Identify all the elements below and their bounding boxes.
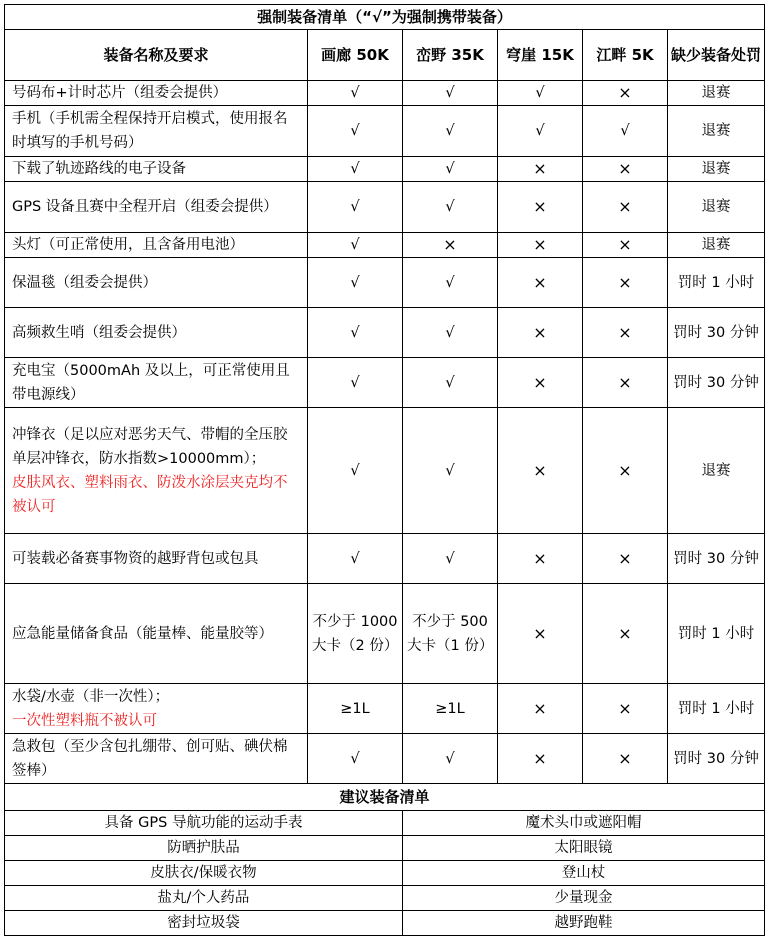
- qiongya-cell: √: [498, 106, 583, 157]
- luanye-cell: √: [403, 308, 498, 358]
- item-name: 号码布+计时芯片（组委会提供）: [5, 81, 308, 106]
- mandatory-title-row: [5, 5, 765, 30]
- penalty-cell: 退赛: [668, 233, 765, 258]
- qiongya-cell: ×: [498, 584, 583, 684]
- penalty-cell: 罚时 30 分钟: [668, 358, 765, 408]
- suggested-item: 皮肤衣/保暖衣物: [5, 861, 403, 886]
- item-name: 下载了轨迹路线的电子设备: [5, 157, 308, 182]
- suggested-item: 盐丸/个人药品: [5, 886, 403, 911]
- equipment-table: [4, 4, 765, 936]
- jiangpan-cell: ×: [583, 157, 668, 182]
- list-item: [5, 836, 765, 861]
- penalty-cell: 罚时 30 分钟: [668, 734, 765, 784]
- luanye-cell: 不少于 500 大卡（1 份）: [403, 584, 498, 684]
- table-row: [5, 258, 765, 308]
- qiongya-cell: ×: [498, 684, 583, 734]
- penalty-cell: 退赛: [668, 182, 765, 233]
- item-name: [5, 408, 308, 534]
- table-row: [5, 358, 765, 408]
- qiongya-cell: ×: [498, 308, 583, 358]
- jiangpan-cell: ×: [583, 81, 668, 106]
- luanye-cell: √: [403, 734, 498, 784]
- header-penalty: 缺少装备处罚: [668, 30, 765, 81]
- table-row: [5, 106, 765, 157]
- jiangpan-cell: ×: [583, 233, 668, 258]
- luanye-cell: √: [403, 157, 498, 182]
- item-note: 一次性塑料瓶不被认可: [12, 712, 157, 729]
- suggested-item: 防晒护肤品: [5, 836, 403, 861]
- table-row: [5, 584, 765, 684]
- table-row: [5, 408, 765, 534]
- item-name: 手机（手机需全程保持开启模式，使用报名时填写的手机号码）: [5, 106, 308, 157]
- luanye-cell: ≥1L: [403, 684, 498, 734]
- table-row: [5, 534, 765, 584]
- jiangpan-cell: ×: [583, 258, 668, 308]
- item-name: 高频救生哨（组委会提供）: [5, 308, 308, 358]
- penalty-cell: 退赛: [668, 408, 765, 534]
- header-qiongya: 穹崖 15K: [498, 30, 583, 81]
- qiongya-cell: ×: [498, 157, 583, 182]
- qiongya-cell: ×: [498, 182, 583, 233]
- qiongya-cell: ×: [498, 233, 583, 258]
- jiangpan-cell: ×: [583, 684, 668, 734]
- luanye-cell: √: [403, 408, 498, 534]
- jiangpan-cell: ×: [583, 308, 668, 358]
- suggested-item: 具备 GPS 导航功能的运动手表: [5, 811, 403, 836]
- suggested-item: 密封垃圾袋: [5, 911, 403, 936]
- item-name: GPS 设备且赛中全程开启（组委会提供）: [5, 182, 308, 233]
- penalty-cell: 退赛: [668, 157, 765, 182]
- table-row: [5, 182, 765, 233]
- luanye-cell: √: [403, 534, 498, 584]
- table-row: [5, 684, 765, 734]
- suggested-item: 魔术头巾或遮阳帽: [403, 811, 765, 836]
- header-hualang: 画廊 50K: [308, 30, 403, 81]
- penalty-cell: 退赛: [668, 81, 765, 106]
- hualang-cell: √: [308, 106, 403, 157]
- hualang-cell: √: [308, 233, 403, 258]
- luanye-cell: ×: [403, 233, 498, 258]
- list-item: [5, 811, 765, 836]
- penalty-cell: 罚时 30 分钟: [668, 534, 765, 584]
- item-note: 皮肤风衣、塑料雨衣、防泼水涂层夹克均不被认可: [12, 474, 288, 515]
- luanye-cell: √: [403, 81, 498, 106]
- list-item: [5, 861, 765, 886]
- penalty-cell: 退赛: [668, 106, 765, 157]
- mandatory-title: 强制装备清单（“√”为强制携带装备）: [5, 5, 765, 30]
- qiongya-cell: ×: [498, 258, 583, 308]
- suggested-item: 太阳眼镜: [403, 836, 765, 861]
- hualang-cell: √: [308, 534, 403, 584]
- list-item: [5, 886, 765, 911]
- penalty-cell: 罚时 30 分钟: [668, 308, 765, 358]
- hualang-cell: √: [308, 308, 403, 358]
- suggested-title: 建议装备清单: [5, 784, 765, 811]
- hualang-cell: √: [308, 182, 403, 233]
- list-item: [5, 911, 765, 936]
- hualang-cell: √: [308, 157, 403, 182]
- jiangpan-cell: ×: [583, 534, 668, 584]
- luanye-cell: √: [403, 106, 498, 157]
- table-row: [5, 81, 765, 106]
- table-row: [5, 233, 765, 258]
- suggested-title-row: [5, 784, 765, 811]
- item-requirement: 水袋/水壶（非一次性）；: [12, 688, 170, 705]
- hualang-cell: 不少于 1000 大卡（2 份）: [308, 584, 403, 684]
- suggested-item: 登山杖: [403, 861, 765, 886]
- penalty-cell: 罚时 1 小时: [668, 584, 765, 684]
- hualang-cell: ≥1L: [308, 684, 403, 734]
- jiangpan-cell: ×: [583, 408, 668, 534]
- hualang-cell: √: [308, 258, 403, 308]
- suggested-item: 越野跑鞋: [403, 911, 765, 936]
- item-name: 急救包（至少含包扎绷带、创可贴、碘伏棉签棒）: [5, 734, 308, 784]
- luanye-cell: √: [403, 258, 498, 308]
- luanye-cell: √: [403, 182, 498, 233]
- header-jiangpan: 江畔 5K: [583, 30, 668, 81]
- hualang-cell: √: [308, 734, 403, 784]
- item-name: 可装载必备赛事物资的越野背包或包具: [5, 534, 308, 584]
- qiongya-cell: ×: [498, 734, 583, 784]
- qiongya-cell: ×: [498, 534, 583, 584]
- jiangpan-cell: √: [583, 106, 668, 157]
- jiangpan-cell: ×: [583, 584, 668, 684]
- item-requirement: 冲锋衣（足以应对恶劣天气、带帽的全压胶单层冲锋衣，防水指数>10000mm）；: [12, 426, 288, 467]
- qiongya-cell: ×: [498, 408, 583, 534]
- header-name: 装备名称及要求: [5, 30, 308, 81]
- qiongya-cell: ×: [498, 358, 583, 408]
- luanye-cell: √: [403, 358, 498, 408]
- table-row: [5, 734, 765, 784]
- item-name: [5, 684, 308, 734]
- penalty-cell: 罚时 1 小时: [668, 258, 765, 308]
- hualang-cell: √: [308, 408, 403, 534]
- table-row: [5, 157, 765, 182]
- header-row: [5, 30, 765, 81]
- hualang-cell: √: [308, 358, 403, 408]
- penalty-cell: 罚时 1 小时: [668, 684, 765, 734]
- item-name: 应急能量储备食品（能量棒、能量胶等）: [5, 584, 308, 684]
- suggested-item: 少量现金: [403, 886, 765, 911]
- jiangpan-cell: ×: [583, 734, 668, 784]
- header-luanye: 峦野 35K: [403, 30, 498, 81]
- hualang-cell: √: [308, 81, 403, 106]
- jiangpan-cell: ×: [583, 182, 668, 233]
- table-row: [5, 308, 765, 358]
- jiangpan-cell: ×: [583, 358, 668, 408]
- item-name: 保温毯（组委会提供）: [5, 258, 308, 308]
- qiongya-cell: √: [498, 81, 583, 106]
- item-name: 充电宝（5000mAh 及以上，可正常使用且带电源线）: [5, 358, 308, 408]
- item-name: 头灯（可正常使用，且含备用电池）: [5, 233, 308, 258]
